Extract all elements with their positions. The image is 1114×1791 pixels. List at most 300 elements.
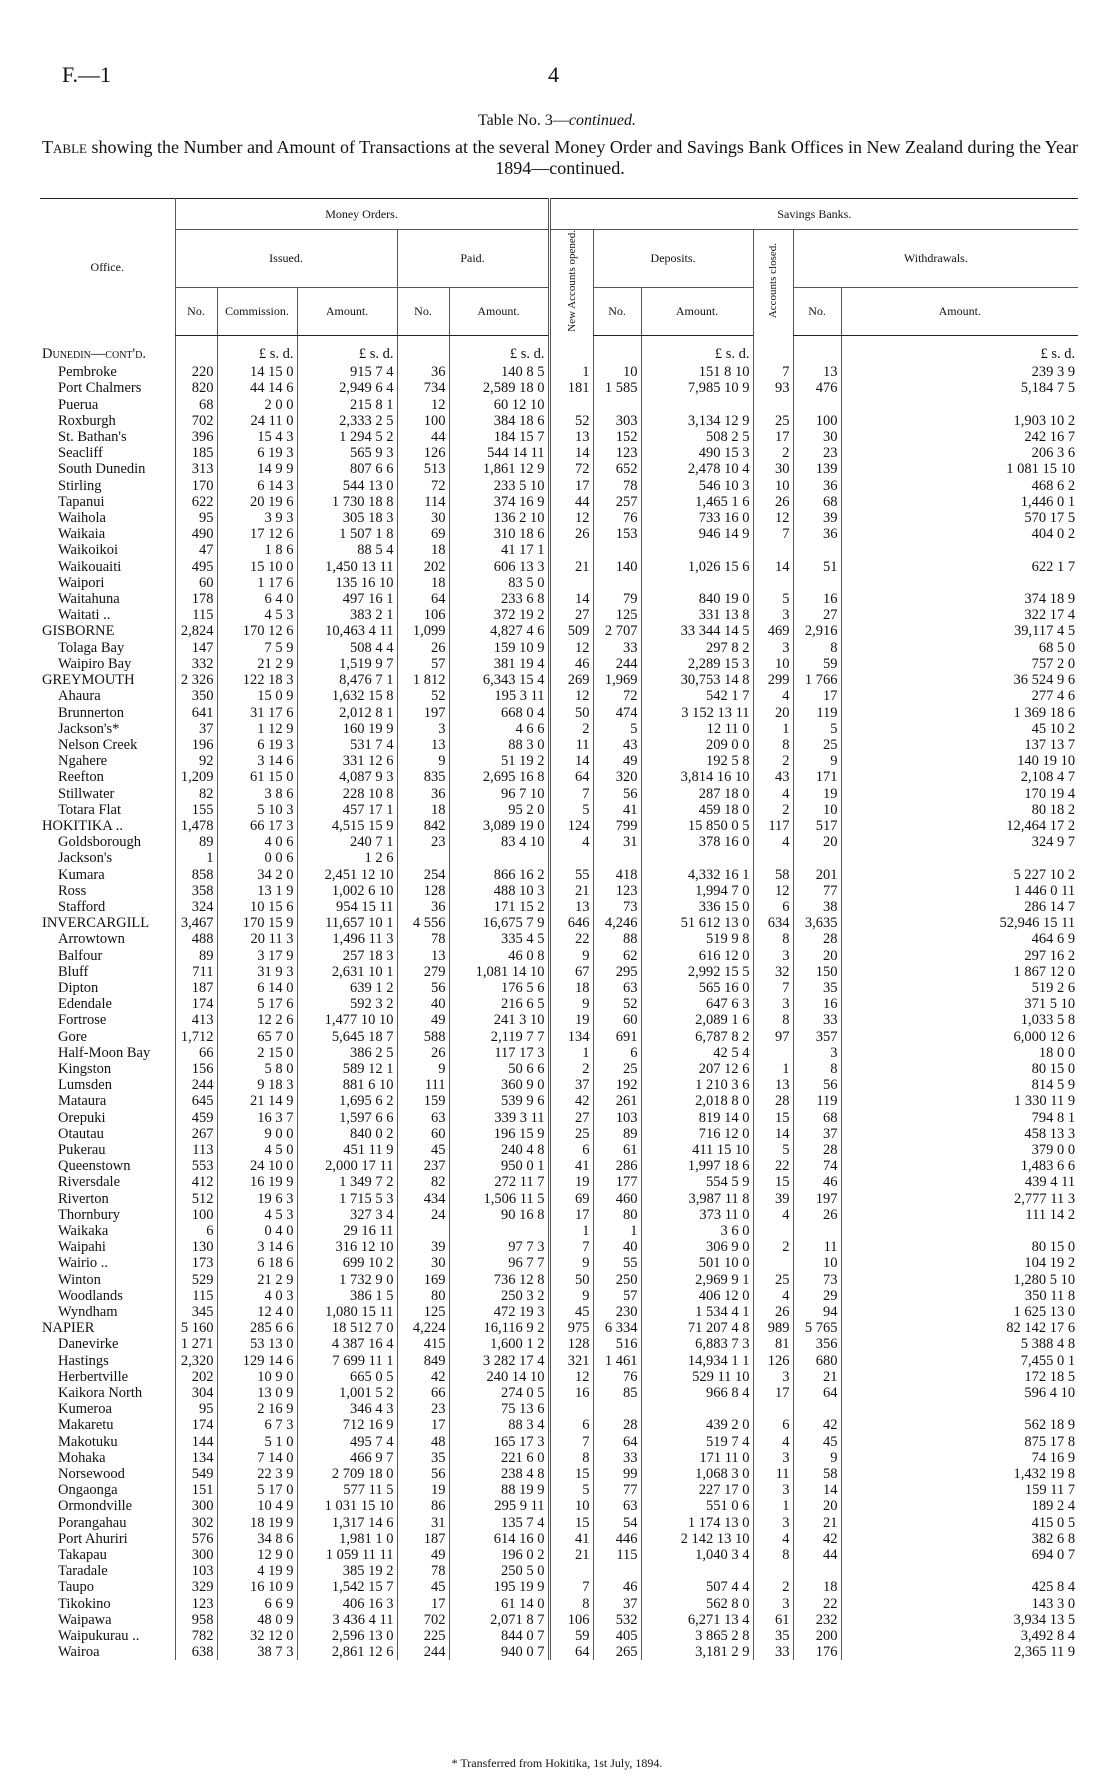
value-cell: 178 — [175, 591, 217, 607]
value-cell: 3 — [753, 1482, 793, 1498]
value-cell: 691 — [593, 1029, 641, 1045]
value-cell: 23 — [397, 834, 449, 850]
value-cell: 5 — [549, 802, 593, 818]
value-cell: 1,465 1 6 — [641, 494, 753, 510]
value-cell: 702 — [175, 413, 217, 429]
value-cell: 1 369 18 6 — [841, 705, 1078, 721]
value-cell: 28 — [753, 1093, 793, 1109]
value-cell: 3,181 2 9 — [641, 1644, 753, 1660]
value-cell: 4 — [753, 834, 793, 850]
value-cell: 1,600 1 2 — [449, 1336, 549, 1352]
value-cell: 2,000 17 11 — [297, 1158, 397, 1174]
value-cell: 122 18 3 — [217, 672, 297, 688]
office-name: Porangahau — [58, 1514, 127, 1531]
value-cell: 59 — [793, 656, 841, 672]
value-cell: 1,002 6 10 — [297, 883, 397, 899]
value-cell: 152 — [593, 429, 641, 445]
value-cell: 1,994 7 0 — [641, 883, 753, 899]
table-row — [40, 737, 1078, 753]
value-cell: 975 — [549, 1320, 593, 1336]
value-cell: 8 — [753, 737, 793, 753]
office-name: Port Chalmers — [58, 380, 142, 397]
value-cell: 425 8 4 — [841, 1579, 1078, 1595]
value-cell: 3 — [753, 948, 793, 964]
value-cell: 835 — [397, 769, 449, 785]
value-cell: 1 059 11 11 — [297, 1547, 397, 1563]
value-cell: 300 — [175, 1498, 217, 1514]
value-cell: 11 — [549, 737, 593, 753]
value-cell: 1 766 — [793, 672, 841, 688]
value-cell: 2,949 6 4 — [297, 380, 397, 396]
value-cell — [793, 850, 841, 866]
savings-banks-header: Savings Banks. — [549, 199, 1078, 230]
value-cell: 165 17 3 — [449, 1434, 549, 1450]
table-row — [40, 1320, 1078, 1336]
value-cell — [593, 850, 641, 866]
value-cell: 866 16 2 — [449, 867, 549, 883]
value-cell: 2,365 11 9 — [841, 1644, 1078, 1660]
value-cell: 25 — [753, 1272, 793, 1288]
value-cell: 18 512 7 0 — [297, 1320, 397, 1336]
value-cell: 56 — [397, 980, 449, 996]
value-cell: 19 — [549, 1174, 593, 1190]
value-cell: 17 — [549, 1207, 593, 1223]
table-row — [40, 915, 1078, 931]
value-cell — [793, 542, 841, 558]
value-cell: 66 17 3 — [217, 818, 297, 834]
value-cell: 170 12 6 — [217, 623, 297, 639]
value-cell: 240 14 10 — [449, 1369, 549, 1385]
value-cell: 459 — [175, 1110, 217, 1126]
table-row — [40, 1515, 1078, 1531]
table-row — [40, 1401, 1078, 1417]
value-cell: 44 — [793, 1547, 841, 1563]
table-row — [40, 1434, 1078, 1450]
value-cell: 111 14 2 — [841, 1207, 1078, 1223]
value-cell: 297 16 2 — [841, 948, 1078, 964]
units-cell — [793, 336, 841, 365]
table-row — [40, 948, 1078, 964]
value-cell: 232 — [793, 1612, 841, 1628]
money-orders-header: Money Orders. — [175, 199, 549, 230]
value-cell: 622 — [175, 494, 217, 510]
value-cell: 694 0 7 — [841, 1547, 1078, 1563]
value-cell: 490 15 3 — [641, 445, 753, 461]
office-name: Waipori — [58, 574, 105, 591]
value-cell: 588 — [397, 1029, 449, 1045]
value-cell: 77 — [593, 1482, 641, 1498]
value-cell — [841, 1563, 1078, 1579]
value-cell: 37 — [793, 1126, 841, 1142]
value-cell: 17 — [549, 478, 593, 494]
value-cell: 88 19 9 — [449, 1482, 549, 1498]
office-name: Makaretu — [58, 1417, 114, 1434]
value-cell: 299 — [753, 672, 793, 688]
value-cell: 2 — [753, 802, 793, 818]
value-cell: 170 15 9 — [217, 915, 297, 931]
value-cell: 2,596 13 0 — [297, 1628, 397, 1644]
office-name: Dipton — [58, 979, 99, 996]
table-row — [40, 623, 1078, 639]
value-cell: 331 12 6 — [297, 753, 397, 769]
value-cell: 26 — [753, 1304, 793, 1320]
office-name: Pembroke — [58, 364, 117, 381]
value-cell: 519 7 4 — [641, 1434, 753, 1450]
table-row — [40, 1353, 1078, 1369]
value-cell: 197 — [793, 1191, 841, 1207]
value-cell: 1,040 3 4 — [641, 1547, 753, 1563]
value-cell: 143 3 0 — [841, 1596, 1078, 1612]
value-cell: 1 294 5 2 — [297, 429, 397, 445]
value-cell: 6 14 3 — [217, 478, 297, 494]
office-name: Stillwater — [58, 785, 115, 802]
value-cell: 272 11 7 — [449, 1174, 549, 1190]
table-row — [40, 1077, 1078, 1093]
table-row — [40, 769, 1078, 785]
value-cell: 13 1 9 — [217, 883, 297, 899]
value-cell: 151 — [175, 1482, 217, 1498]
value-cell: 30 — [753, 461, 793, 477]
value-cell: 3 436 4 11 — [297, 1612, 397, 1628]
value-cell: 89 — [175, 834, 217, 850]
value-cell: 119 — [793, 1093, 841, 1109]
value-cell: 519 9 8 — [641, 931, 753, 947]
table-row — [40, 1385, 1078, 1401]
value-cell: 196 0 2 — [449, 1547, 549, 1563]
value-cell: 10 4 9 — [217, 1498, 297, 1514]
value-cell: 169 — [397, 1272, 449, 1288]
table-row — [40, 1644, 1078, 1660]
value-cell — [753, 1223, 793, 1239]
office-name: Waipiro Bay — [58, 655, 132, 672]
value-cell: 383 2 1 — [297, 607, 397, 623]
value-cell: 384 18 6 — [449, 413, 549, 429]
office-name: Tolaga Bay — [58, 639, 125, 656]
value-cell: 68 5 0 — [841, 640, 1078, 656]
value-cell: 83 4 10 — [449, 834, 549, 850]
table-subtitle — [40, 137, 1080, 179]
units-row — [40, 336, 1078, 365]
value-cell: 227 17 0 — [641, 1482, 753, 1498]
value-cell: 31 — [397, 1515, 449, 1531]
value-cell: 26 — [549, 526, 593, 542]
value-cell: 35 — [793, 980, 841, 996]
value-cell: 638 — [175, 1644, 217, 1660]
value-cell: 17 — [753, 429, 793, 445]
value-cell: 34 8 6 — [217, 1531, 297, 1547]
value-cell: 12 11 0 — [641, 721, 753, 737]
value-cell: 2,451 12 10 — [297, 867, 397, 883]
value-cell: 1,209 — [175, 769, 217, 785]
value-cell: 24 10 0 — [217, 1158, 297, 1174]
units-cell — [397, 336, 449, 365]
value-cell: 41 — [549, 1531, 593, 1547]
value-cell: 42 — [549, 1093, 593, 1109]
value-cell: 43 — [593, 737, 641, 753]
office-name: Waitahuna — [58, 591, 120, 608]
value-cell: 150 — [793, 964, 841, 980]
value-cell: 63 — [593, 1498, 641, 1514]
value-cell: 42 — [397, 1369, 449, 1385]
value-cell: 15 — [549, 1466, 593, 1482]
table-row — [40, 1417, 1078, 1433]
value-cell: 274 0 5 — [449, 1385, 549, 1401]
value-cell: 144 — [175, 1434, 217, 1450]
value-cell: 32 — [753, 964, 793, 980]
value-cell: 3,089 19 0 — [449, 818, 549, 834]
table-row — [40, 1255, 1078, 1271]
value-cell: 712 16 9 — [297, 1417, 397, 1433]
value-cell: 39,117 4 5 — [841, 623, 1078, 639]
value-cell: 48 0 9 — [217, 1612, 297, 1628]
office-name: Mohaka — [58, 1449, 106, 1466]
office-name: NAPIER — [42, 1320, 95, 1337]
value-cell: 495 7 4 — [297, 1434, 397, 1450]
value-cell: 358 — [175, 883, 217, 899]
value-cell: 5 765 — [793, 1320, 841, 1336]
value-cell: 336 15 0 — [641, 899, 753, 915]
value-cell: 195 3 11 — [449, 688, 549, 704]
deposits-header: Deposits. — [593, 230, 753, 288]
table-row — [40, 1304, 1078, 1320]
value-cell: 46 — [793, 1174, 841, 1190]
value-cell: 172 18 5 — [841, 1369, 1078, 1385]
value-cell: 2,012 8 1 — [297, 705, 397, 721]
value-cell: 733 16 0 — [641, 510, 753, 526]
value-cell: 21 — [793, 1369, 841, 1385]
value-cell: 28 — [593, 1417, 641, 1433]
value-cell: 606 13 3 — [449, 559, 549, 575]
value-cell: 2 326 — [175, 672, 217, 688]
value-cell: 6,000 12 6 — [841, 1029, 1078, 1045]
withdrawals-header: Withdrawals. — [793, 230, 1078, 288]
value-cell: 206 3 6 — [841, 445, 1078, 461]
value-cell: 512 — [175, 1191, 217, 1207]
table-row — [40, 1223, 1078, 1239]
value-cell: 734 — [397, 380, 449, 396]
value-cell: 509 — [549, 623, 593, 639]
value-cell: 434 — [397, 1191, 449, 1207]
value-cell: 80 15 0 — [841, 1061, 1078, 1077]
value-cell: 39 — [793, 510, 841, 526]
value-cell: 466 9 7 — [297, 1450, 397, 1466]
value-cell — [549, 850, 593, 866]
value-cell: 858 — [175, 867, 217, 883]
value-cell: 51 612 13 0 — [641, 915, 753, 931]
value-cell: 88 — [593, 931, 641, 947]
value-cell: 10 — [753, 478, 793, 494]
withdrawals-amount-header: Amount. — [841, 288, 1078, 336]
value-cell: 58 — [793, 1466, 841, 1482]
deposits-amount-header: Amount. — [641, 288, 753, 336]
value-cell: 5 1 0 — [217, 1434, 297, 1450]
value-cell: 18 — [793, 1579, 841, 1595]
value-cell: 11 — [793, 1239, 841, 1255]
value-cell: 12,464 17 2 — [841, 818, 1078, 834]
value-cell: 17 12 6 — [217, 526, 297, 542]
paid-header: Paid. — [397, 230, 549, 288]
value-cell: 139 — [793, 461, 841, 477]
value-cell: 2 16 9 — [217, 1401, 297, 1417]
value-cell: 1 — [753, 721, 793, 737]
value-cell: 20 11 3 — [217, 931, 297, 947]
value-cell: 19 — [397, 1482, 449, 1498]
value-cell: 757 2 0 — [841, 656, 1078, 672]
value-cell: 10 — [793, 802, 841, 818]
office-name: Half-Moon Bay — [58, 1044, 151, 1061]
value-cell: 22 3 9 — [217, 1466, 297, 1482]
value-cell: 5 17 6 — [217, 996, 297, 1012]
value-cell: 1 625 13 0 — [841, 1304, 1078, 1320]
value-cell: 616 12 0 — [641, 948, 753, 964]
value-cell: 1 585 — [593, 380, 641, 396]
value-cell: 6 — [753, 899, 793, 915]
value-cell — [793, 575, 841, 591]
office-name: Ongaonga — [58, 1482, 118, 1499]
value-cell: 4,515 15 9 — [297, 818, 397, 834]
value-cell: 215 8 1 — [297, 397, 397, 413]
table-row — [40, 494, 1078, 510]
value-cell: 5 — [593, 721, 641, 737]
value-cell: 844 0 7 — [449, 1628, 549, 1644]
value-cell: 346 4 3 — [297, 1401, 397, 1417]
table-row — [40, 1272, 1078, 1288]
value-cell: 958 — [175, 1612, 217, 1628]
value-cell: 324 — [175, 899, 217, 915]
value-cell: 74 16 9 — [841, 1450, 1078, 1466]
value-cell: 21 2 9 — [217, 656, 297, 672]
value-cell — [549, 575, 593, 591]
value-cell: 7 — [753, 364, 793, 380]
value-cell: 68 — [175, 397, 217, 413]
value-cell: 225 — [397, 1628, 449, 1644]
value-cell: 237 — [397, 1158, 449, 1174]
value-cell: 220 — [175, 364, 217, 380]
value-cell: 310 18 6 — [449, 526, 549, 542]
value-cell: 3,492 8 4 — [841, 1628, 1078, 1644]
value-cell: 6 6 9 — [217, 1596, 297, 1612]
value-cell: 267 — [175, 1126, 217, 1142]
value-cell: 63 — [593, 980, 641, 996]
value-cell: 8 — [753, 1547, 793, 1563]
value-cell: 41 — [549, 1158, 593, 1174]
value-cell — [397, 1223, 449, 1239]
value-cell: 57 — [397, 656, 449, 672]
value-cell: 60 — [593, 1012, 641, 1028]
value-cell: 1 461 — [593, 1353, 641, 1369]
value-cell: 652 — [593, 461, 641, 477]
value-cell: 66 — [397, 1385, 449, 1401]
value-cell: 19 6 3 — [217, 1191, 297, 1207]
office-name: Danevirke — [58, 1336, 119, 1353]
value-cell: 66 — [175, 1045, 217, 1061]
value-cell: 458 13 3 — [841, 1126, 1078, 1142]
value-cell: 404 0 2 — [841, 526, 1078, 542]
value-cell: 5 — [549, 1482, 593, 1498]
units-cell — [549, 336, 593, 365]
value-cell: 1 12 9 — [217, 721, 297, 737]
value-cell: 45 10 2 — [841, 721, 1078, 737]
value-cell: 8,476 7 1 — [297, 672, 397, 688]
office-name: Wairoa — [58, 1644, 100, 1661]
office-name: Norsewood — [58, 1466, 125, 1483]
table-title-prefix: Table No. 3— — [478, 112, 569, 129]
value-cell: 3 — [793, 1045, 841, 1061]
value-cell: 1,478 — [175, 818, 217, 834]
value-cell: 1,597 6 6 — [297, 1110, 397, 1126]
accounts-closed-header — [753, 230, 793, 336]
value-cell: 14 9 9 — [217, 461, 297, 477]
value-cell: 5 — [753, 1142, 793, 1158]
table-row — [40, 1158, 1078, 1174]
value-cell: 519 2 6 — [841, 980, 1078, 996]
value-cell: 5 227 10 2 — [841, 867, 1078, 883]
value-cell: 531 7 4 — [297, 737, 397, 753]
value-cell: 497 16 1 — [297, 591, 397, 607]
value-cell: 72 — [593, 688, 641, 704]
value-cell: 9 0 0 — [217, 1126, 297, 1142]
table-row — [40, 1191, 1078, 1207]
value-cell: 4,224 — [397, 1320, 449, 1336]
value-cell: 16,116 9 2 — [449, 1320, 549, 1336]
table-row — [40, 1466, 1078, 1482]
office-name: Brunnerton — [58, 704, 125, 721]
units-cell: £ s. d. — [841, 336, 1078, 365]
table-row — [40, 591, 1078, 607]
value-cell: 174 — [175, 996, 217, 1012]
value-cell: 187 — [397, 1531, 449, 1547]
value-cell: 3 282 17 4 — [449, 1353, 549, 1369]
value-cell: 3 865 2 8 — [641, 1628, 753, 1644]
office-name: Arrowtown — [58, 931, 125, 948]
value-cell: 209 0 0 — [641, 737, 753, 753]
table-row — [40, 883, 1078, 899]
value-cell: 1,081 14 10 — [449, 964, 549, 980]
value-cell: 1 446 0 11 — [841, 883, 1078, 899]
value-cell: 1 349 7 2 — [297, 1174, 397, 1190]
new-accounts-header — [549, 230, 593, 336]
table-row — [40, 640, 1078, 656]
value-cell: 1,632 15 8 — [297, 688, 397, 704]
value-cell: 3,635 — [793, 915, 841, 931]
value-cell: 21 2 9 — [217, 1272, 297, 1288]
value-cell: 277 4 6 — [841, 688, 1078, 704]
value-cell — [593, 542, 641, 558]
value-cell: 48 — [397, 1434, 449, 1450]
value-cell: 9 — [549, 1288, 593, 1304]
value-cell: 21 14 9 — [217, 1093, 297, 1109]
value-cell: 4 — [753, 1288, 793, 1304]
value-cell: 356 — [793, 1336, 841, 1352]
transactions-table — [40, 198, 1078, 1660]
value-cell: 7 14 0 — [217, 1450, 297, 1466]
value-cell: 160 19 9 — [297, 721, 397, 737]
value-cell — [841, 397, 1078, 413]
value-cell: 68 — [793, 1110, 841, 1126]
value-cell: 3 6 0 — [641, 1223, 753, 1239]
value-cell: 244 — [175, 1077, 217, 1093]
value-cell: 2,695 16 8 — [449, 769, 549, 785]
value-cell: 56 — [397, 1466, 449, 1482]
value-cell — [549, 1401, 593, 1417]
value-cell: 2,916 — [793, 623, 841, 639]
office-name: Winton — [58, 1271, 101, 1288]
value-cell: 79 — [593, 591, 641, 607]
paid-no-header: No. — [397, 288, 449, 336]
value-cell — [753, 542, 793, 558]
value-cell: 14 — [753, 1126, 793, 1142]
value-cell: 233 6 8 — [449, 591, 549, 607]
